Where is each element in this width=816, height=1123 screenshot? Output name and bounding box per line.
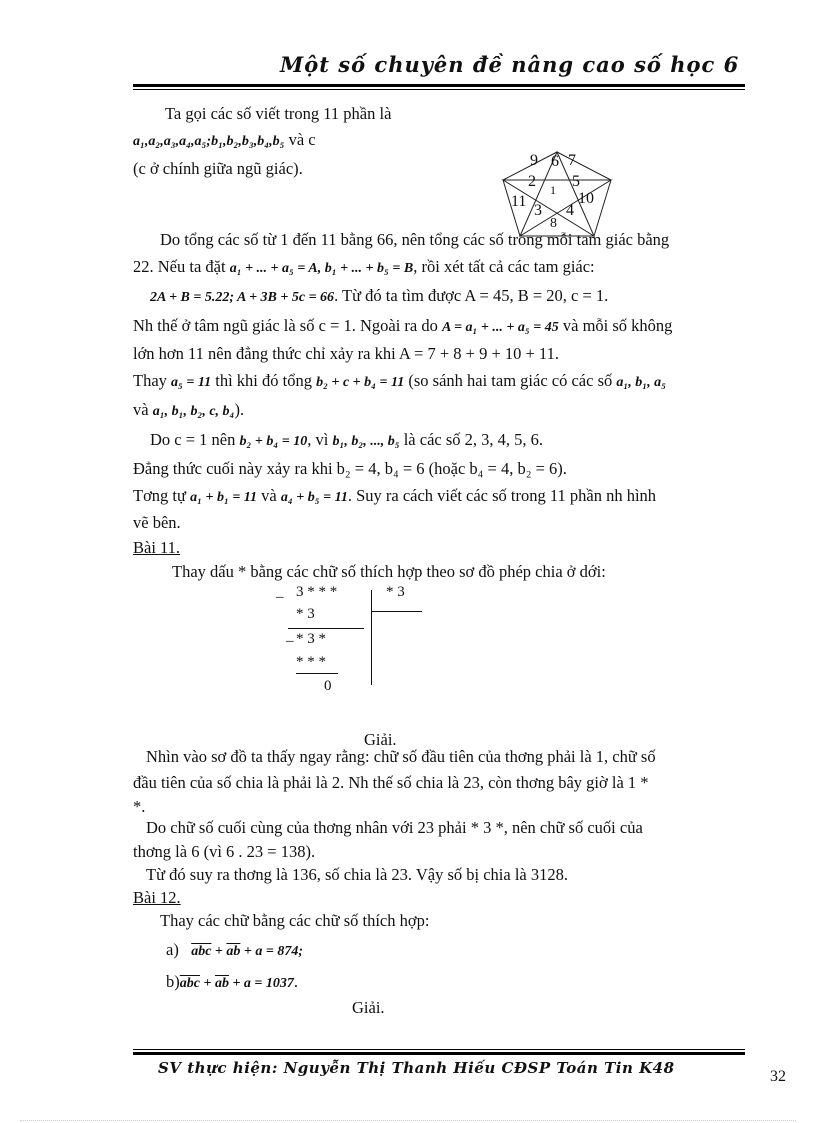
para-line (150, 286, 608, 308)
text: , rồi xét tất cả các tam giác: (413, 257, 595, 276)
intro-note: (c ở chính giữa ngũ giác). (133, 159, 303, 178)
division-row: * * * (296, 654, 326, 670)
header-rule-thin (133, 89, 745, 90)
division-row: * 3 (296, 606, 315, 622)
math: + a = 874; (240, 944, 304, 959)
math: a₄ + b₅ = 11 (280, 490, 348, 505)
para-line: lớn hơn 11 nên đẳng thức chỉ xảy ra khi A = 7 + 8 + 9 + 10 + 11. (133, 344, 559, 363)
solution-line: Nhìn vào sơ đồ ta thấy ngay rằng: chữ số đầu tiên của thơng phải là 1, chữ số (146, 747, 656, 766)
exercise-11-task: Thay dấu * bằng các chữ số thích hợp theo sơ đồ phép chia ở dới: (172, 562, 606, 581)
para-line (133, 371, 666, 393)
division-minus: _ (276, 584, 284, 600)
division-divisor: * 3 (386, 584, 405, 600)
math: a₁, b₁, a₅ (616, 375, 667, 390)
division-rule (296, 673, 338, 674)
pentagon-number: 10 (578, 190, 594, 207)
pentagon-number: 11 (511, 193, 527, 210)
solution-label: Giải. (352, 998, 385, 1017)
text: Nh thế ở tâm ngũ giác là số c = 1. Ngoài ra do (133, 316, 442, 335)
text: . (293, 972, 299, 991)
solution-line: thơng là 6 (vì 6 . 23 = 138). (133, 842, 316, 861)
text: và (257, 486, 281, 505)
text: Tơng tự (133, 486, 191, 505)
exercise-12-b: $b)\overline{abc} + \overline{ab} + a = 1037$. (166, 972, 299, 991)
intro-vars-line (133, 130, 316, 152)
math: a₁ + ... + a₅ = A, b₁ + ... + b₅ = B (229, 261, 414, 276)
text: (so sánh hai tam giác có các số (404, 371, 617, 390)
division-remainder: 0 (324, 678, 332, 694)
text: thì khi đó tổng (211, 371, 317, 390)
math-overline: $\overline{abc}$ (179, 976, 200, 991)
text: Do c = 1 nên (150, 430, 240, 449)
math: A = a₁ + ... + a₅ = 45 (442, 320, 559, 335)
intro-vars: a₁,a₂,a₃,a₄,a₅;b₁,b₂,b₃,b₄,b₅ (133, 134, 285, 149)
exercise-12-a: a) $\overline{abc} + \overline{ab} + a = 874$; (166, 940, 304, 959)
exercise-12-task: Thay các chữ bằng các chữ số thích hợp: (160, 911, 430, 930)
exercise-12-title: Bài 12. (133, 888, 181, 907)
solution-label: Giải. (364, 730, 397, 749)
para-line (133, 257, 595, 279)
footer-author: SV thực hiện: Nguyễn Thị Thanh Hiếu CĐSP Toán Tin K48 (158, 1059, 675, 1077)
text: và mỗi số không (558, 316, 673, 335)
division-minus: _ (286, 628, 294, 644)
para-line (133, 486, 656, 508)
solution-line: *. (133, 797, 146, 816)
pentagon-number: 6 (551, 153, 559, 170)
exercise-11-title: Bài 11. (133, 538, 181, 557)
solution-line: đầu tiên của số chia là phải là 2. Nh thế số chia là 23, còn thơng bây giờ là 1 * (133, 773, 649, 792)
math: a₁, b₁, b₂, c, b₄ (152, 404, 235, 419)
math: 2A + B = 5.22; A + 3B + 5c = 66 (150, 290, 335, 305)
division-rule (288, 628, 364, 629)
footer-rule (133, 1052, 745, 1055)
intro-line: Ta gọi các số viết trong 11 phần là (165, 104, 392, 123)
pentagon-number: 8 (550, 216, 557, 231)
para-line: Do tổng các số từ 1 đến 11 bằng 66, nên tổng các số trong mỗi tam giác bằng (160, 230, 670, 249)
header-rule (133, 84, 745, 87)
text: là các số 2, 3, 4, 5, 6. (399, 430, 544, 449)
pentagon-number: 4 (566, 202, 574, 219)
item-label: b) (166, 972, 180, 991)
para-line (133, 316, 672, 338)
pentagon-number: 7 (568, 152, 576, 169)
footer-rule-thin (133, 1049, 745, 1050)
para-line: Đẳng thức cuối này xảy ra khi b₂ = 4, b₄ = 6 (hoặc b₄ = 4, b₂ = 6). (133, 459, 567, 478)
pentagon-number: 3 (534, 202, 542, 219)
text: , vì (307, 430, 333, 449)
pentagon-number: 1 (550, 183, 556, 197)
math: b₁, b₂, ..., b₅ (332, 434, 400, 449)
pentagon-number: 2 (528, 173, 536, 190)
math-overline: $\overline{ab}$ (214, 976, 229, 991)
solution-line: Do chữ số cuối cùng của thơng nhân với 23 phải * 3 *, nên chữ số cuối của (146, 818, 643, 837)
math: b₂ + b₄ = 10 (239, 434, 308, 449)
intro-and-c: và c (284, 130, 316, 149)
item-label: a) (166, 940, 179, 959)
math: + a = 1037 (228, 976, 294, 991)
para-line: vẽ bên. (133, 513, 181, 532)
math: b₂ + c + b₄ = 11 (316, 375, 405, 390)
text: ). (234, 400, 245, 419)
text: Thay (133, 371, 172, 390)
division-dividend: 3 * * * (296, 584, 338, 600)
text: 22. Nếu ta đặt (133, 257, 230, 276)
solution-line: Từ đó suy ra thơng là 136, số chia là 23. Vậy số bị chia là 3128. (146, 865, 568, 884)
text: và (133, 400, 153, 419)
division-vertical-bar (371, 590, 372, 685)
division-row: * 3 * (296, 631, 326, 647)
page-number: 32 (770, 1068, 786, 1085)
para-line (133, 400, 244, 422)
math-overline: $\overline{abc}$ (191, 944, 212, 959)
pentagon-number: 5 (572, 173, 580, 190)
text: . Từ đó ta tìm được A = 45, B = 20, c = 1. (334, 286, 609, 305)
math: a₅ = 11 (171, 375, 212, 390)
division-quotient-bar (372, 611, 422, 612)
math-overline: $\overline{ab}$ (226, 944, 241, 959)
header-title: Một số chuyên đề nâng cao số học 6 (280, 52, 740, 77)
pentagon-number: 9 (530, 152, 538, 169)
math: a₁ + b₁ = 11 (190, 490, 258, 505)
text: . Suy ra cách viết các số trong 11 phần nh hình (347, 486, 657, 505)
page-edge (20, 1120, 796, 1121)
para-line (150, 430, 543, 452)
